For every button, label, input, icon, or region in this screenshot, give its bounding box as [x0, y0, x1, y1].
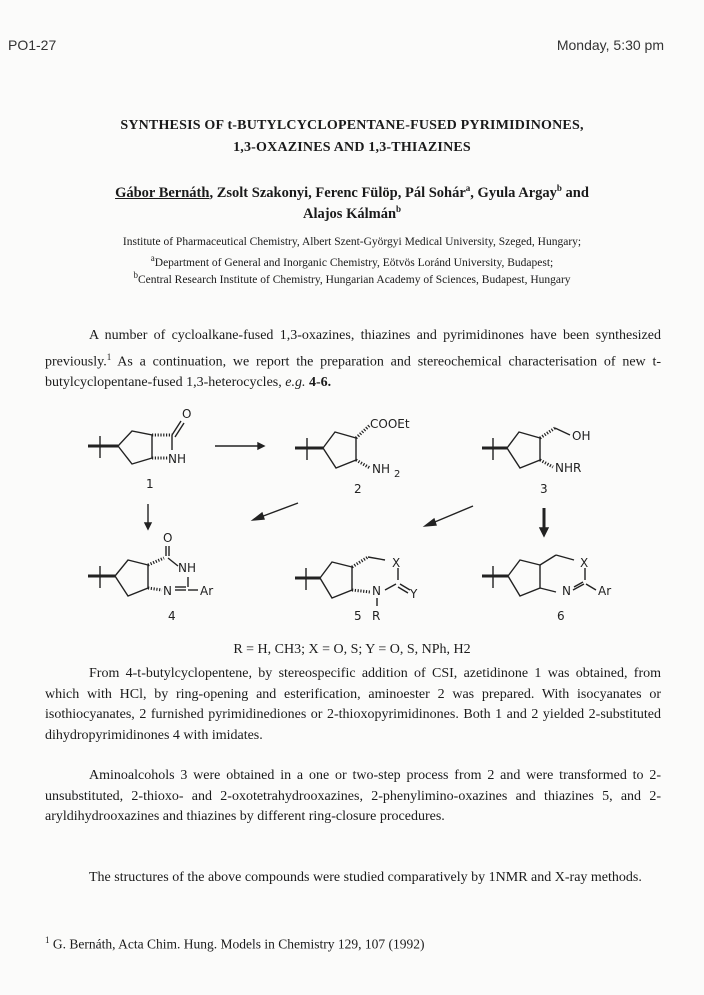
atom-label: Ar: [598, 584, 612, 598]
bond-line: [253, 513, 264, 520]
bond-line: [258, 443, 264, 449]
atom-label: N: [372, 584, 381, 598]
bond-line: [556, 555, 574, 560]
reaction-scheme: [0, 400, 704, 635]
sup: b: [133, 270, 138, 280]
bond-line: [540, 555, 556, 565]
paragraph-aminoalcohols: Aminoalcohols 3 were obtained in a one or two-step process from 2 and were transformed to 2-unsubstituted, 2-thioxo- and 2-oxotetrahydrooxazines, 2-phenylimino-oxazines and thiazines 5, and 2-aryldihydrooxazines and thiazines by different ring-closure procedures.: [45, 768, 661, 824]
sup: a: [465, 183, 471, 193]
bond-line: [118, 431, 152, 464]
arrow: [258, 503, 298, 518]
bond-line: [555, 428, 570, 435]
bond-line: [586, 584, 596, 590]
text: A number of cycloalkane-fused 1,3-oxazines, thiazines and pyrimidinones have been synthesized previously.: [45, 328, 661, 370]
sup: a: [150, 253, 155, 263]
atom-label: N: [562, 584, 571, 598]
affiliation-1: Institute of Pharmaceutical Chemistry, Albert Szent-Györgyi Medical University, Szeged, Hungary;: [122, 236, 582, 248]
atom-label: Ar: [200, 584, 214, 598]
bond-line: [320, 562, 352, 598]
compound-number: 4: [168, 609, 176, 623]
bond-line: [323, 432, 356, 468]
bond-line: [115, 560, 148, 596]
bond-line: [148, 588, 162, 590]
session-time: Monday, 5:30 pm: [556, 37, 664, 53]
affiliation-2: [0, 253, 704, 269]
sup: b: [556, 183, 562, 193]
atom-label: Y: [410, 587, 418, 601]
bond-line: [507, 432, 540, 468]
atom-label: N: [163, 584, 172, 598]
compound-2: [295, 417, 410, 496]
atom-label: O: [182, 407, 192, 421]
atom-label: X: [580, 556, 589, 570]
bond-line: [425, 519, 436, 526]
bond-line: [508, 560, 540, 596]
compound-5: [295, 556, 418, 623]
atom-label: NHR: [555, 461, 582, 475]
atom-label: COOEt: [370, 417, 410, 431]
atom-label: R: [372, 609, 381, 623]
abstract-code: PO1-27: [8, 37, 57, 53]
atom-label: O: [163, 531, 173, 545]
bond-line: [540, 428, 555, 438]
bond-line: [145, 523, 151, 529]
authors-text: and: [561, 184, 589, 201]
title-line-2: 1,3-OXAZINES AND 1,3-THIAZINES: [233, 140, 471, 155]
authors-text: , Zsolt Szakonyi, Ferenc Fülöp, Pál Sohár: [209, 184, 466, 201]
aff-text: Central Research Institute of Chemistry, Hungarian Academy of Sciences, Budapest, Hungary: [137, 273, 571, 286]
bond-line: [540, 460, 553, 467]
bond-line: [148, 558, 164, 565]
compound-number: 5: [354, 609, 362, 623]
aff-text: Department of General and Inorganic Chemistry, Eötvös Loránd University, Budapest;: [154, 256, 554, 269]
intro-paragraph: [45, 326, 661, 393]
bond-line: [356, 460, 370, 468]
text: As a continuation, we report the preparation and stereochemical characterisation of new t-butylcyclopentane-fused 1,3-heterocycles,: [45, 354, 661, 390]
subscript: 2: [394, 469, 401, 480]
atom-label: NH: [372, 462, 390, 476]
compound-3: [482, 428, 590, 496]
bond-line: [352, 590, 370, 592]
bond-line: [352, 557, 368, 567]
compound-number: 2: [354, 482, 362, 496]
atom-label: NH: [178, 561, 196, 575]
paragraph-synthesis: From 4-t-butylcyclopentene, by stereospecific addition of CSI, azetidinone 1 was obtained, from which with HCl, by ring-opening and esterification, aminoester 2 was prepared. With isocyanates or isothiocyanates, 2 furnished pyrimidinediones or 2-thioxopyrimidinones. Both 1 and 2 yielded 2-substituted dihydropyrimidinones 4 with imidates.: [45, 666, 661, 743]
atom-label: OH: [572, 429, 591, 443]
compound-number: 6: [557, 609, 565, 623]
bond-line: [168, 558, 178, 566]
title-line-1: SYNTHESIS OF t-BUTYLCYCLOPENTANE-FUSED PYRIMIDINONES,: [120, 118, 584, 133]
paragraph-structures: The structures of the above compounds were studied comparatively by 1NMR and X-ray methods.: [89, 870, 642, 885]
substituent-definitions: R = H, CH3; X = O, S; Y = O, S, NPh, H2: [233, 642, 471, 657]
atom-label: NH: [168, 452, 186, 466]
compound-number: 1: [146, 477, 154, 491]
authors-text: , Gyula Argay: [470, 184, 557, 201]
bond-line: [385, 584, 396, 590]
presenting-author: Gábor Bernáth: [115, 184, 210, 201]
bond-line: [172, 421, 181, 435]
compound-4: [88, 531, 213, 623]
compound-number: 3: [540, 482, 548, 496]
atom-label: X: [392, 556, 401, 570]
text: e.g.: [285, 374, 306, 390]
arrow: [430, 506, 473, 524]
footnote: [45, 935, 424, 953]
bond-line: [368, 557, 385, 560]
bond-line: [540, 528, 548, 536]
ref: 1: [106, 351, 112, 362]
compound-1: [88, 407, 191, 491]
authors-text: Alajos Kálmán: [302, 205, 397, 222]
authors-line-1: [0, 183, 704, 202]
sup: b: [396, 204, 402, 214]
bond-line: [540, 588, 556, 592]
footnote-text: G. Bernáth, Acta Chim. Hung. Models in Chemistry 129, 107 (1992): [49, 936, 425, 952]
authors-line-2: [0, 204, 704, 223]
compound-6: [482, 555, 611, 623]
bond-line: [175, 423, 184, 437]
affiliation-3: [0, 270, 704, 286]
footnote-number: 1: [45, 935, 50, 945]
bond-line: [356, 425, 370, 438]
text: 4-6.: [305, 374, 332, 390]
